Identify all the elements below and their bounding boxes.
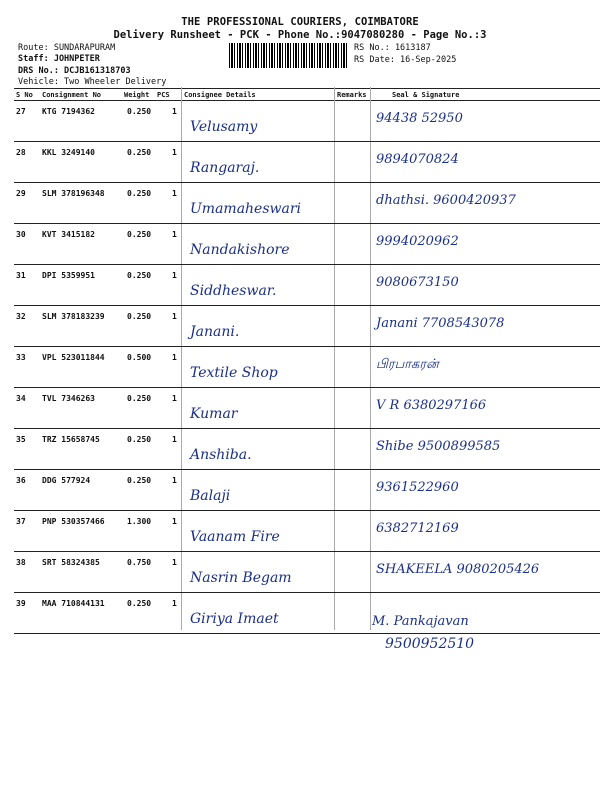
row-consignee-name: Kumar (190, 406, 238, 422)
row-pcs: 1 (172, 435, 177, 444)
row-divider (14, 633, 600, 634)
col-header-remarks: Remarks (337, 91, 367, 99)
row-pcs: 1 (172, 230, 177, 239)
row-pcs: 1 (172, 148, 177, 157)
staff-label: Staff: JOHNPETER (18, 54, 100, 64)
row-consignment-no: DPI 5359951 (42, 271, 95, 280)
row-weight: 0.250 (127, 599, 152, 608)
row-sno: 31 (16, 271, 26, 280)
col-header-consignee: Consignee Details (184, 91, 256, 99)
row-signature: 9361522960 (376, 480, 459, 495)
row-weight: 0.750 (127, 558, 152, 567)
row-sno: 38 (16, 558, 26, 567)
extra-signature-phone (385, 636, 474, 652)
signature-note: M. Pankajavan (372, 614, 469, 629)
row-pcs: 1 (172, 271, 177, 280)
row-weight: 0.250 (127, 230, 152, 239)
row-consignment-no: SRT 58324385 (42, 558, 100, 567)
row-pcs: 1 (172, 353, 177, 362)
row-consignment-no: KKL 3249140 (42, 148, 95, 157)
route-label: Route: SUNDARAPURAM (18, 43, 116, 53)
col-header-weight: Weight (124, 91, 150, 99)
row-sno: 28 (16, 148, 26, 157)
row-pcs: 1 (172, 517, 177, 526)
row-consignee-name: Nandakishore (190, 242, 290, 258)
row-sno: 30 (16, 230, 26, 239)
row-pcs: 1 (172, 558, 177, 567)
row-pcs: 1 (172, 599, 177, 608)
col-header-sno: S No (16, 91, 33, 99)
row-consignee-name: Textile Shop (190, 365, 278, 381)
row-consignee-name: Velusamy (190, 119, 258, 135)
row-pcs: 1 (172, 476, 177, 485)
row-sno: 35 (16, 435, 26, 444)
row-sno: 37 (16, 517, 26, 526)
row-signature: 6382712169 (376, 521, 459, 536)
runsheet-subtitle: Delivery Runsheet - PCK - Phone No.:9047080280 - Page No.:3 (113, 29, 487, 41)
row-consignee-name: Umamaheswari (190, 201, 302, 217)
row-pcs: 1 (172, 312, 177, 321)
table-top-rule (14, 88, 600, 89)
row-consignee-name: Vaanam Fire (190, 529, 280, 545)
rs-number: RS No.: 1613187 (354, 43, 431, 53)
row-weight: 0.250 (127, 435, 152, 444)
row-consignee-name: Balaji (190, 488, 231, 504)
vehicle-label: Vehicle: Two Wheeler Delivery (18, 77, 167, 87)
table-row (14, 593, 600, 634)
row-weight: 1.300 (127, 517, 152, 526)
row-sno: 39 (16, 599, 26, 608)
row-consignment-no: DDG 577924 (42, 476, 91, 485)
row-consignment-no: MAA 710844131 (42, 599, 105, 608)
table-row (14, 470, 600, 511)
col-header-seal: Seal & Signature (392, 91, 460, 99)
row-weight: 0.250 (127, 107, 152, 116)
row-sno: 36 (16, 476, 26, 485)
row-sno: 34 (16, 394, 26, 403)
row-consignee-name: Janani. (190, 324, 240, 340)
row-weight: 0.250 (127, 394, 152, 403)
table-row (14, 306, 600, 347)
row-signature: பிரபாகரன் (376, 357, 439, 372)
row-consignee-name: Anshiba. (190, 447, 252, 463)
row-consignee-name: Nasrin Begam (190, 570, 292, 586)
row-consignment-no: TRZ 15658745 (42, 435, 100, 444)
signature-note: 9500952510 (385, 636, 475, 652)
row-sno: 33 (16, 353, 26, 362)
row-pcs: 1 (172, 107, 177, 116)
barcode (229, 43, 349, 68)
table-row (14, 224, 600, 265)
col-header-consignment: Consignment No (42, 91, 102, 99)
row-consignment-no: SLM 378196348 (42, 189, 105, 198)
row-consignment-no: SLM 378183239 (42, 312, 105, 321)
extra-signature (372, 614, 469, 629)
row-consignment-no: PNP 530357466 (42, 517, 105, 526)
table-row (14, 265, 600, 306)
table-row (14, 552, 600, 593)
table-row (14, 388, 600, 429)
row-signature: V R 6380297166 (376, 398, 487, 413)
table-row (14, 511, 600, 552)
row-weight: 0.250 (127, 271, 152, 280)
row-weight: 0.250 (127, 148, 152, 157)
table-row (14, 101, 600, 142)
table-row (14, 183, 600, 224)
row-signature: Janani 7708543078 (376, 316, 505, 331)
row-signature: Shibe 9500899585 (376, 439, 501, 454)
row-signature: dhathsi. 9600420937 (376, 193, 516, 208)
drs-number: DRS No.: DCJB161318703 (18, 66, 131, 76)
row-consignee-name: Siddheswar. (190, 283, 277, 299)
table-row (14, 347, 600, 388)
rs-date: RS Date: 16-Sep-2025 (354, 55, 457, 65)
row-weight: 0.250 (127, 189, 152, 198)
row-signature: 9080673150 (376, 275, 459, 290)
row-pcs: 1 (172, 394, 177, 403)
row-consignee-name: Rangaraj. (190, 160, 260, 176)
row-weight: 0.500 (127, 353, 152, 362)
company-title: THE PROFESSIONAL COURIERS, COIMBATORE (181, 16, 419, 28)
row-sno: 29 (16, 189, 26, 198)
table-row (14, 142, 600, 183)
row-consignment-no: KVT 3415182 (42, 230, 95, 239)
row-sno: 27 (16, 107, 26, 116)
row-consignee-name: Giriya Imaet (190, 611, 279, 627)
row-signature: 9994020962 (376, 234, 459, 249)
table-row (14, 429, 600, 470)
row-weight: 0.250 (127, 476, 152, 485)
row-signature: 94438 52950 (376, 111, 463, 126)
row-consignment-no: VPL 523011844 (42, 353, 105, 362)
row-signature: 9894070824 (376, 152, 459, 167)
col-header-pcs: PCS (157, 91, 170, 99)
row-weight: 0.250 (127, 312, 152, 321)
row-consignment-no: KTG 7194362 (42, 107, 95, 116)
row-sno: 32 (16, 312, 26, 321)
row-pcs: 1 (172, 189, 177, 198)
row-signature: SHAKEELA 9080205426 (376, 562, 540, 577)
row-consignment-no: TVL 7346263 (42, 394, 95, 403)
